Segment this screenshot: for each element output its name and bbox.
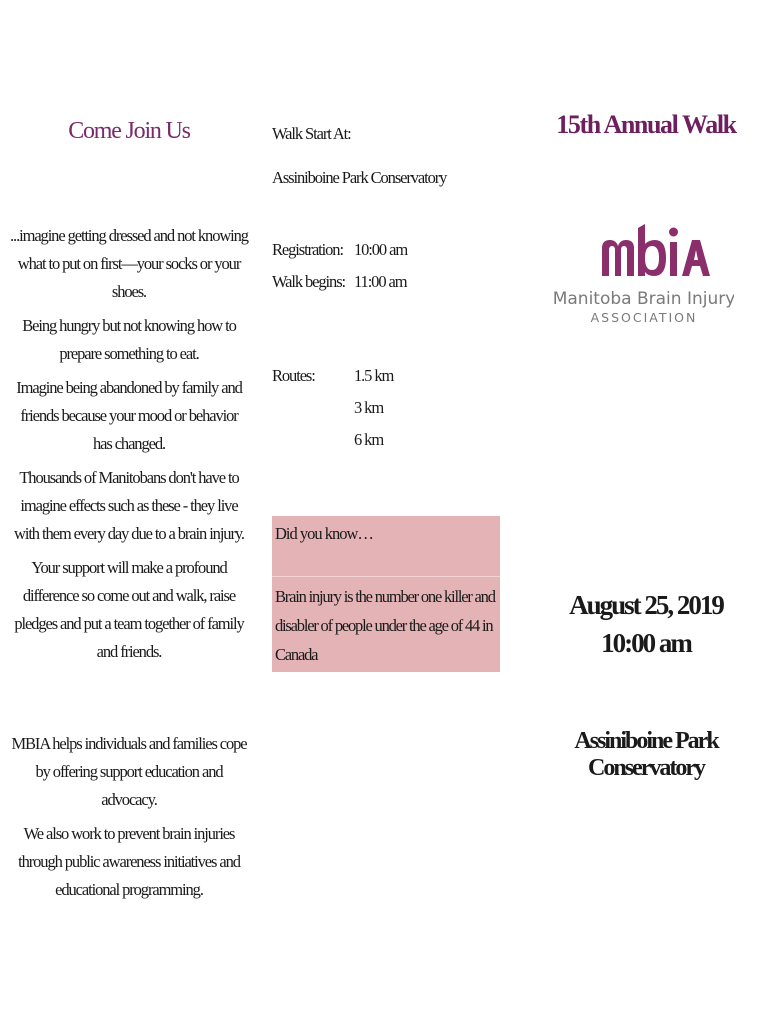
paragraph: Your support will make a profound difference so come out and walk, raise pledges and put a team together of family and friends. — [14, 558, 244, 661]
paragraph: Thousands of Manitobans don't have to imagine effects such as these - they live with them every day due to a brain injury. — [14, 468, 244, 543]
paragraph: We also work to prevent brain injuries through public awareness initiatives and educational programming. — [18, 824, 240, 899]
paragraph: MBIA helps individuals and families cope by offering support education and advocacy. — [11, 734, 247, 809]
paragraph: Imagine being abandoned by family and friends because your mood or behavior has changed. — [16, 378, 242, 453]
walk-start-label: Walk Start At: — [272, 124, 351, 143]
logo-name: Manitoba Brain Injury — [554, 289, 734, 309]
event-time: 10:00 am — [601, 628, 691, 658]
walk-start-location: Assiniboine Park Conservatory — [272, 168, 447, 187]
paragraph: ...imagine getting dressed and not knowing what to put on first—your socks or your shoes. — [10, 226, 248, 301]
route-item: 6 km — [354, 430, 384, 449]
event-date: August 25, 2019 — [569, 590, 723, 620]
mbia-logo — [554, 218, 734, 330]
walk-begins-label: Walk begins: — [272, 272, 345, 291]
routes-label: Routes: — [272, 366, 315, 385]
walk-begins-time: 11:00 am — [354, 272, 407, 291]
route-item: 3 km — [354, 398, 384, 417]
route-item: 1.5 km — [354, 366, 394, 385]
intro-paragraphs — [10, 222, 248, 672]
callout-text: Brain injury is the number one killer and disabler of people under the age of 44 in Canada — [275, 587, 495, 664]
come-join-heading: Come Join Us — [68, 118, 190, 144]
did-you-know-callout — [272, 516, 500, 672]
paragraph: Being hungry but not knowing how to prepare something to eat. — [22, 316, 236, 363]
mbia-paragraphs — [10, 730, 248, 910]
registration-label: Registration: — [272, 240, 343, 259]
callout-divider — [272, 576, 500, 577]
event-datetime — [528, 586, 764, 662]
walk-title: 15th Annual Walk — [556, 110, 736, 139]
logo-subtitle: ASSOCIATION — [590, 310, 698, 325]
callout-title: Did you know… — [275, 524, 373, 543]
registration-time: 10:00 am — [354, 240, 408, 259]
mbia-logo-mark — [554, 218, 734, 330]
event-location: Assiniboine Park Conservatory — [574, 728, 718, 781]
